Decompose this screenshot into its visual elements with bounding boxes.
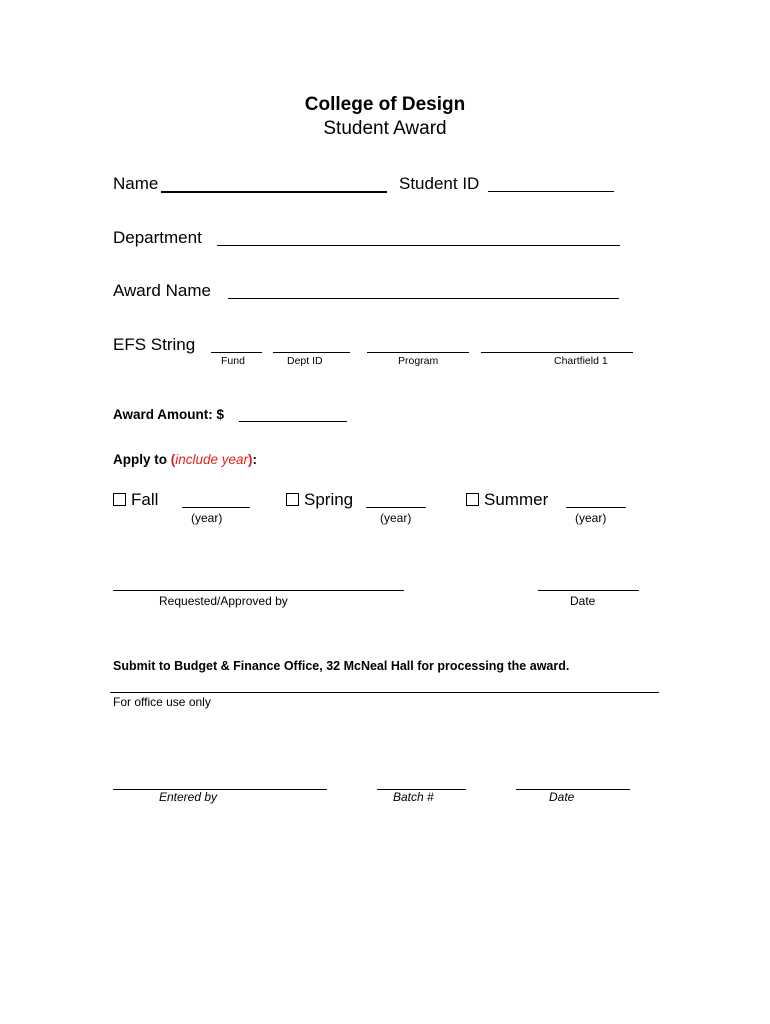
fall-label: Fall (131, 490, 159, 509)
form-subtitle: Student Award (323, 118, 447, 139)
spring-label: Spring (304, 490, 354, 509)
efs-fund-caption: Fund (221, 355, 245, 367)
office-date-caption: Date (549, 790, 575, 804)
fall-checkbox[interactable] (113, 493, 126, 506)
signature-date-field[interactable] (538, 590, 639, 591)
apply-to-paren-open: ( (170, 452, 176, 467)
name-label: Name (113, 174, 159, 193)
apply-to-suffix: : (252, 452, 258, 467)
form-title: College of Design (304, 94, 466, 115)
summer-year-field[interactable] (566, 507, 626, 508)
office-use-label: For office use only (113, 695, 211, 709)
summer-label: Summer (484, 490, 549, 509)
summer-checkbox[interactable] (466, 493, 479, 506)
signature-date-caption: Date (570, 594, 596, 608)
efs-string-label: EFS String (113, 335, 196, 354)
entered-by-caption: Entered by (159, 790, 218, 804)
term-spring[interactable] (286, 490, 353, 510)
department-label: Department (113, 228, 202, 247)
apply-to-label (113, 452, 257, 467)
fall-year-caption: (year) (191, 511, 223, 525)
submit-note: Submit to Budget & Finance Office, 32 McNeal Hall for processing the award. (113, 659, 570, 673)
spring-checkbox[interactable] (286, 493, 299, 506)
term-fall[interactable] (113, 490, 158, 510)
office-divider (110, 692, 659, 693)
name-field[interactable] (161, 191, 387, 193)
student-id-label: Student ID (399, 174, 480, 193)
spring-year-caption: (year) (380, 511, 412, 525)
award-amount-field[interactable] (239, 421, 347, 422)
award-amount-label: Award Amount: $ (113, 407, 225, 422)
award-name-label: Award Name (113, 281, 211, 300)
spring-year-field[interactable] (366, 507, 426, 508)
department-field[interactable] (217, 245, 620, 246)
requested-by-field[interactable] (113, 590, 404, 591)
efs-chartfield-field[interactable] (481, 352, 633, 353)
efs-chartfield-caption: Chartfield 1 (554, 355, 608, 367)
requested-by-caption: Requested/Approved by (159, 594, 288, 608)
award-name-field[interactable] (228, 298, 619, 299)
apply-to-paren-close: ) (248, 452, 253, 467)
apply-to-hint: include year (175, 452, 249, 467)
entered-by-field[interactable] (113, 789, 327, 790)
efs-dept-id-caption: Dept ID (287, 355, 323, 367)
efs-fund-field[interactable] (211, 352, 262, 353)
efs-program-caption: Program (398, 355, 439, 367)
summer-year-caption: (year) (575, 511, 607, 525)
apply-to-prefix: Apply to (113, 452, 171, 467)
batch-caption: Batch # (393, 790, 434, 804)
efs-dept-id-field[interactable] (273, 352, 350, 353)
student-id-field[interactable] (488, 191, 614, 192)
efs-program-field[interactable] (367, 352, 469, 353)
term-summer[interactable] (466, 490, 548, 510)
fall-year-field[interactable] (182, 507, 250, 508)
